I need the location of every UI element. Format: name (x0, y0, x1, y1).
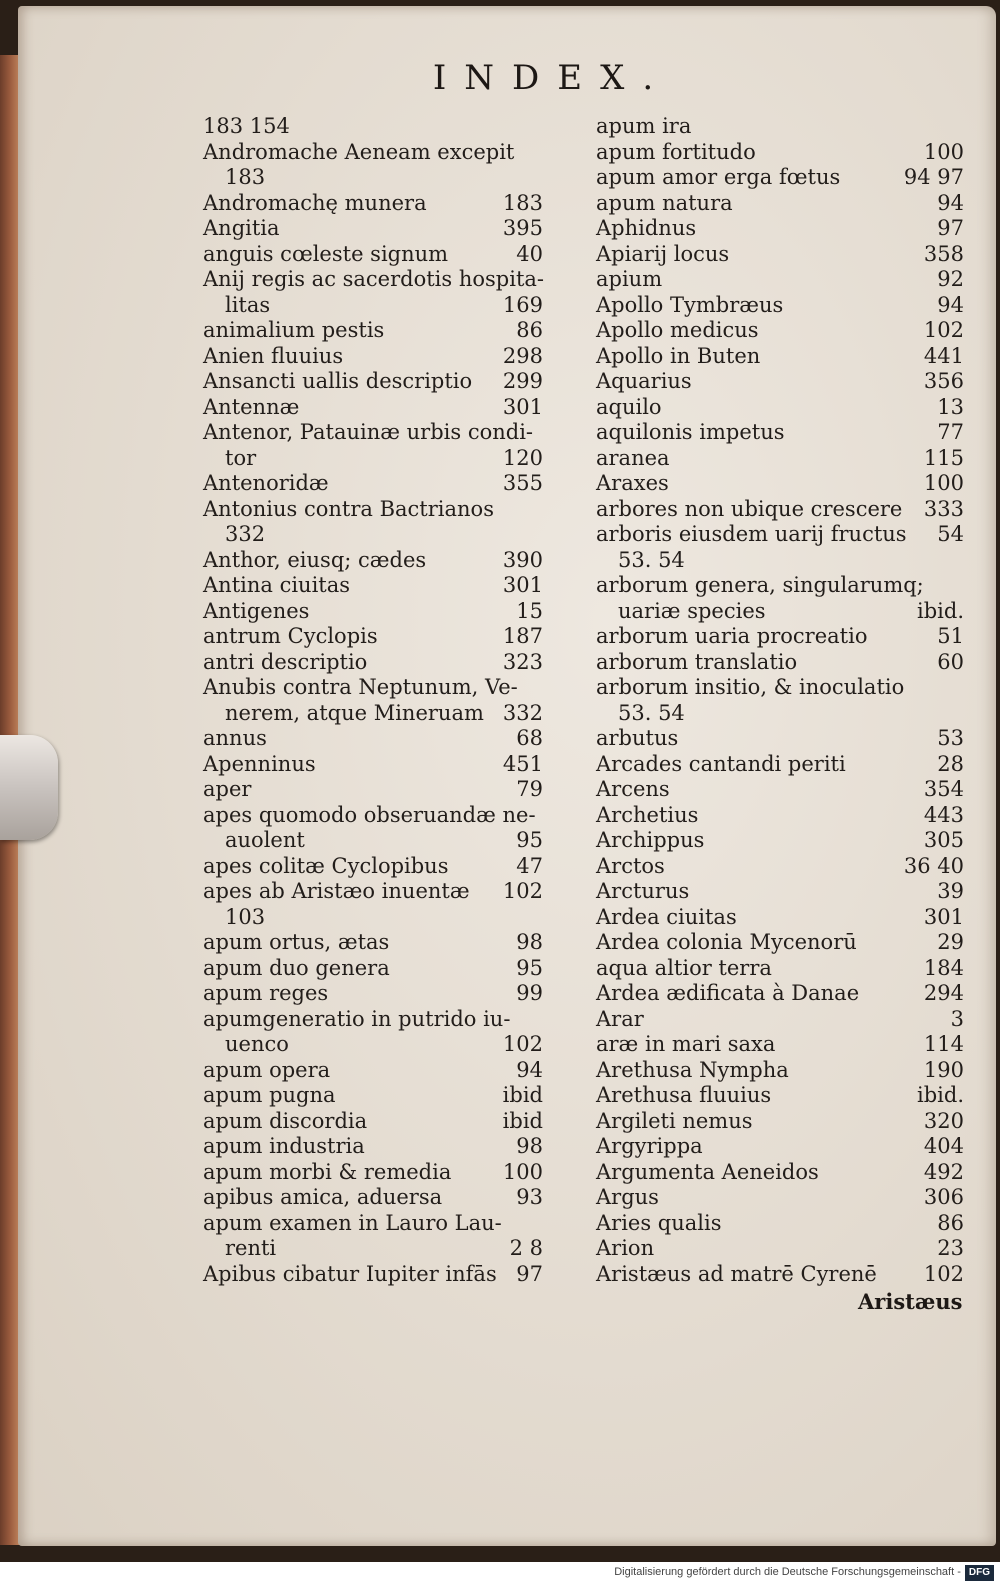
index-entry-page: 13 (937, 394, 964, 419)
index-entry (203, 471, 543, 497)
index-entry-page: 97 (516, 1261, 543, 1286)
index-entry (596, 471, 964, 497)
index-entry (203, 420, 543, 446)
index-entry (203, 650, 543, 676)
index-entry-text: apum industria (203, 1134, 365, 1158)
index-entry (203, 114, 543, 140)
index-entry-page: 451 (502, 751, 543, 776)
index-entry-text: aper (203, 777, 252, 801)
index-entry (596, 573, 964, 599)
index-entry-page: 77 (937, 420, 964, 444)
index-entry-text: animalium pestis (203, 318, 385, 342)
index-entry (203, 242, 543, 268)
index-entry (203, 395, 543, 421)
index-entry-page: 184 (923, 955, 964, 980)
index-entry-text: uenco (225, 1032, 289, 1056)
index-entry (596, 981, 964, 1007)
index-entry-text: Anij regis ac sacerdotis hospita- (203, 267, 545, 291)
index-entry (203, 446, 543, 472)
index-entry-page: 301 (502, 573, 543, 597)
index-entry-page: 94 (937, 190, 964, 215)
index-entry-text: Arctos (596, 853, 665, 878)
index-entry (203, 879, 543, 905)
index-entry-page: 298 (502, 343, 543, 368)
index-entry-page: 120 (502, 445, 543, 470)
index-entry-text: Argyrippa (596, 1134, 703, 1158)
index-entry (596, 548, 964, 574)
index-entry-text: arboris eiusdem uarij fructus (596, 522, 907, 546)
index-entry-page: 93 (516, 1185, 543, 1209)
index-entry (203, 777, 543, 803)
digitization-footer (0, 1562, 1000, 1583)
index-entry (203, 140, 543, 166)
index-entry (596, 1262, 964, 1288)
index-entry (596, 344, 964, 370)
index-entry-text: apum ortus, ætas (203, 930, 390, 954)
index-entry-text: Apenninus (203, 751, 316, 776)
index-entry-page: 169 (502, 292, 543, 317)
index-entry-text: aquilo (596, 394, 662, 419)
index-entry-text: apum morbi & remedia (203, 1159, 452, 1184)
index-entry-text: Anthor, eiusq; cædes (203, 547, 427, 572)
index-entry (203, 981, 543, 1007)
index-entry-page: 86 (937, 1210, 964, 1235)
index-entry (596, 1211, 964, 1237)
index-entry-page: 100 (923, 471, 964, 495)
index-entry (203, 1032, 543, 1058)
index-entry-text: Araxes (596, 471, 669, 495)
index-entry-page: 294 (923, 981, 964, 1005)
index-entry-text: 103 (225, 904, 266, 929)
index-entry-text: arbores non ubique crescere (596, 496, 903, 521)
index-entry (203, 1109, 543, 1135)
index-entry (596, 216, 964, 242)
index-entry (203, 624, 543, 650)
index-entry-text: apum ira (596, 114, 692, 138)
index-entry-page: 183 (502, 190, 543, 215)
index-entry (203, 854, 543, 880)
index-entry-page: 98 (516, 930, 543, 954)
index-entry-text: aquilonis impetus (596, 420, 785, 444)
book-clasp (0, 735, 58, 840)
index-entry (596, 140, 964, 166)
index-entry-page: 53 (937, 726, 964, 750)
index-entry-page: 60 (937, 649, 964, 674)
index-entry-text: apum natura (596, 190, 733, 215)
index-entry-text: Apollo in Buten (596, 343, 761, 368)
index-entry-text: apum amor erga fœtus (596, 165, 841, 189)
index-entry-text: Apollo medicus (596, 318, 759, 342)
index-entry-page: 332 (502, 700, 543, 725)
index-entry-text: Archetius (596, 802, 699, 827)
index-entry-page: 301 (923, 904, 964, 929)
index-entry-text: Apollo Tymbræus (596, 292, 784, 317)
index-entry-page: 323 (502, 649, 543, 674)
index-entry (203, 828, 543, 854)
index-entry (203, 1160, 543, 1186)
page-header-title: INDEX. (432, 58, 672, 98)
index-entry (203, 675, 543, 701)
index-entry-page: 95 (516, 955, 543, 980)
index-entry-text: Antonius contra Bactrianos (203, 496, 494, 521)
index-entry (596, 752, 964, 778)
index-entry (596, 930, 964, 956)
index-entry-page: 23 (937, 1236, 964, 1260)
index-entry (203, 522, 543, 548)
index-entry-page: 404 (923, 1134, 964, 1158)
index-entry (596, 956, 964, 982)
index-entry-text: Antenor, Patauinæ urbis condi- (203, 420, 534, 444)
index-entry-text: Ansancti uallis descriptio (203, 369, 473, 393)
index-entry-text: Antennæ (203, 394, 300, 419)
index-entry-text: apibus amica, aduersa (203, 1185, 443, 1209)
index-entry-text: 53. 54 (618, 547, 685, 572)
index-entry-text: anguis cœleste signum (203, 241, 449, 266)
index-entry-page: 306 (923, 1185, 964, 1209)
index-entry-page: 299 (502, 369, 543, 393)
index-entry-text: aræ in mari saxa (596, 1032, 776, 1056)
index-entry-page: 187 (502, 624, 543, 648)
index-entry-text: Ardea ædificata à Danae (596, 981, 860, 1005)
index-entry-text: apum fortitudo (596, 139, 756, 164)
index-entry-text: apum pugna (203, 1083, 336, 1107)
index-entry (596, 522, 964, 548)
index-entry (596, 293, 964, 319)
index-entry-text: apium (596, 267, 663, 291)
index-entry (203, 1262, 543, 1288)
index-entry-page: 492 (923, 1159, 964, 1184)
index-entry-page: 99 (516, 981, 543, 1005)
index-entry (203, 1134, 543, 1160)
index-entry-page: 97 (937, 216, 964, 240)
index-entry (203, 599, 543, 625)
index-entry-page: 54 (937, 522, 964, 546)
index-entry-page: 102 (502, 879, 543, 903)
index-entry (596, 369, 964, 395)
index-entry-text: Anien fluuius (203, 343, 344, 368)
index-entry (203, 1236, 543, 1262)
index-entry (596, 318, 964, 344)
index-entry-text: Ardea colonia Mycenorū (596, 930, 857, 954)
index-column-left (203, 114, 543, 1287)
index-entry (596, 854, 964, 880)
index-entry-page: 395 (502, 216, 543, 240)
index-entry (203, 1211, 543, 1237)
index-entry-text: arborum translatio (596, 649, 798, 674)
index-entry (596, 420, 964, 446)
index-column-right (596, 114, 964, 1287)
index-entry (596, 1032, 964, 1058)
index-entry (203, 1083, 543, 1109)
index-entry (596, 726, 964, 752)
index-entry-page: 441 (923, 343, 964, 368)
index-entry-page: 95 (516, 828, 543, 852)
index-entry (596, 675, 964, 701)
index-entry-text: arborum genera, singularumq; (596, 573, 924, 597)
index-entry-text: Antigenes (203, 598, 310, 623)
index-entry-page: ibid (502, 1083, 543, 1107)
index-entry (203, 803, 543, 829)
index-entry (203, 930, 543, 956)
index-entry-page: 356 (923, 369, 964, 393)
index-entry (596, 165, 964, 191)
index-entry-page: 320 (923, 1108, 964, 1133)
index-entry (596, 803, 964, 829)
index-entry (203, 752, 543, 778)
index-entry-text: arbutus (596, 726, 679, 750)
index-entry-text: Apibus cibatur Iupiter infās (203, 1261, 497, 1286)
index-entry-page: 29 (937, 930, 964, 954)
index-entry (596, 267, 964, 293)
index-entry (203, 293, 543, 319)
index-entry (203, 1185, 543, 1211)
index-entry-page: 36 40 (903, 853, 964, 878)
index-entry (596, 1083, 964, 1109)
index-entry-page: 443 (923, 802, 964, 827)
index-entry-page: 51 (937, 624, 964, 648)
index-entry (203, 318, 543, 344)
index-entry-text: apes quomodo obseruandæ ne- (203, 802, 536, 827)
index-entry-page: 355 (502, 471, 543, 495)
index-entry-page: 86 (516, 318, 543, 342)
index-entry (203, 956, 543, 982)
index-entry (596, 497, 964, 523)
index-entry-text: Arcturus (596, 879, 690, 903)
index-entry-page: ibid. (917, 598, 964, 623)
index-entry (596, 879, 964, 905)
index-entry-text: Arcades cantandi periti (596, 751, 846, 776)
index-entry-page: ibid (502, 1108, 543, 1133)
index-entry-text: Antina ciuitas (203, 573, 351, 597)
index-entry-text: Arcens (596, 777, 670, 801)
index-entry (203, 369, 543, 395)
index-entry (596, 777, 964, 803)
index-entry-text: Argileti nemus (596, 1108, 753, 1133)
index-entry-text: Aphidnus (596, 216, 697, 240)
index-entry-page: 102 (923, 318, 964, 342)
index-entry-page: 40 (516, 241, 543, 266)
index-entry (596, 191, 964, 217)
index-entry-text: antri descriptio (203, 649, 368, 674)
index-entry (596, 1058, 964, 1084)
index-entry-text: Antenoridæ (203, 471, 329, 495)
index-entry-text: Andromache Aeneam excepit (203, 139, 515, 164)
index-entry-text: nerem, atque Mineruam (225, 700, 484, 725)
index-entry-text: Aries qualis (596, 1210, 722, 1235)
index-entry-text: Anubis contra Neptunum, Ve- (203, 675, 518, 699)
index-entry-page: 47 (516, 853, 543, 878)
index-entry-page: 94 (937, 292, 964, 317)
index-entry-page: 114 (923, 1032, 964, 1056)
index-entry-text: auolent (225, 828, 305, 852)
footer-credit-text: Digitalisierung gefördert durch die Deutsche Forschungsgemeinschaft - (614, 1566, 961, 1578)
index-entry (596, 650, 964, 676)
index-entry (596, 1109, 964, 1135)
index-entry (596, 1160, 964, 1186)
index-entry-text: Archippus (596, 828, 705, 852)
index-entry-text: apum discordia (203, 1108, 368, 1133)
index-entry (203, 267, 543, 293)
index-entry-page: 102 (923, 1261, 964, 1286)
index-entry (596, 905, 964, 931)
index-entry (203, 548, 543, 574)
index-entry-text: apumgeneratio in putrido iu- (203, 1006, 511, 1031)
index-entry-text: Argumenta Aeneidos (596, 1159, 819, 1184)
index-entry (596, 599, 964, 625)
index-entry-page: 2 8 (509, 1236, 543, 1260)
index-entry (203, 344, 543, 370)
index-entry-page: 333 (923, 496, 964, 521)
index-entry-text: 53. 54 (618, 700, 685, 725)
index-entry (596, 446, 964, 472)
index-entry-page: 100 (923, 139, 964, 164)
index-entry-page: 190 (923, 1057, 964, 1082)
index-entry-text: apes ab Aristæo inuentæ (203, 879, 470, 903)
index-entry (203, 726, 543, 752)
index-entry-text: annus (203, 726, 267, 750)
index-entry-page: 39 (937, 879, 964, 903)
index-entry-page: 354 (923, 777, 964, 801)
index-entry-text: apum examen in Lauro Lau- (203, 1210, 502, 1235)
index-entry-text: apum opera (203, 1057, 331, 1082)
catchword: Aristæus (858, 1289, 963, 1314)
index-entry (203, 701, 543, 727)
index-entry (596, 1134, 964, 1160)
index-entry-text: 183 (225, 165, 266, 189)
index-entry (596, 395, 964, 421)
index-entry (203, 191, 543, 217)
index-entry-page: 92 (937, 267, 964, 291)
index-entry (203, 165, 543, 191)
index-entry-text: aqua altior terra (596, 955, 772, 980)
index-entry-text: aranea (596, 445, 670, 470)
index-entry-text: tor (225, 445, 257, 470)
index-entry (203, 216, 543, 242)
index-entry-page: 28 (937, 751, 964, 776)
index-entry-text: arborum insitio, & inoculatio (596, 675, 905, 699)
index-entry (596, 1007, 964, 1033)
index-entry-text: Angitia (203, 216, 280, 240)
index-entry (596, 1185, 964, 1211)
index-entry-text: renti (225, 1236, 277, 1260)
index-entry-page: 100 (502, 1159, 543, 1184)
index-entry-text: apum reges (203, 981, 329, 1005)
index-entry-page: 3 (950, 1006, 964, 1031)
index-entry-page: 301 (502, 394, 543, 419)
index-entry (596, 114, 964, 140)
index-entry-page: 68 (516, 726, 543, 750)
index-entry-text: Arion (596, 1236, 655, 1260)
index-entry-page: 94 (516, 1057, 543, 1082)
index-entry-page: 15 (516, 598, 543, 623)
index-entry-text: Arar (596, 1006, 644, 1031)
index-entry-page: 94 97 (903, 165, 964, 189)
index-entry (203, 1007, 543, 1033)
index-entry-page: 115 (923, 445, 964, 470)
index-entry (596, 242, 964, 268)
index-entry-page: 79 (516, 777, 543, 801)
index-entry-text: litas (225, 292, 271, 317)
index-entry (596, 624, 964, 650)
index-entry-text: arborum uaria procreatio (596, 624, 868, 648)
index-entry-text: Argus (596, 1185, 659, 1209)
index-entry-text: uariæ species (618, 598, 766, 623)
index-entry (203, 497, 543, 523)
index-entry-text: apes colitæ Cyclopibus (203, 853, 449, 878)
index-entry (203, 573, 543, 599)
index-entry-text: apum duo genera (203, 955, 390, 980)
index-entry (596, 701, 964, 727)
book-page (18, 6, 996, 1546)
index-entry-text: 183 154 (203, 114, 290, 138)
index-entry-text: Andromachę munera (203, 190, 427, 215)
index-entry-text: antrum Cyclopis (203, 624, 378, 648)
index-entry-text: Arethusa Nympha (596, 1057, 789, 1082)
index-entry (203, 905, 543, 931)
index-entry-text: Arethusa fluuius (596, 1083, 772, 1107)
index-entry-page: 102 (502, 1032, 543, 1056)
index-entry-page: 358 (923, 241, 964, 266)
index-entry (596, 1236, 964, 1262)
index-entry-page: 305 (923, 828, 964, 852)
index-entry-page: 390 (502, 547, 543, 572)
index-entry-page: ibid. (917, 1083, 964, 1107)
index-entry-text: Ardea ciuitas (596, 904, 737, 929)
index-entry (203, 1058, 543, 1084)
index-entry-page: 98 (516, 1134, 543, 1158)
index-entry-text: Apiarij locus (596, 241, 730, 266)
dfg-logo-badge: DFG (965, 1565, 994, 1581)
index-entry-text: Aristæus ad matrē Cyrenē (596, 1261, 877, 1286)
index-entry (596, 828, 964, 854)
index-entry-text: Aquarius (596, 369, 692, 393)
index-entry-text: 332 (225, 522, 266, 546)
